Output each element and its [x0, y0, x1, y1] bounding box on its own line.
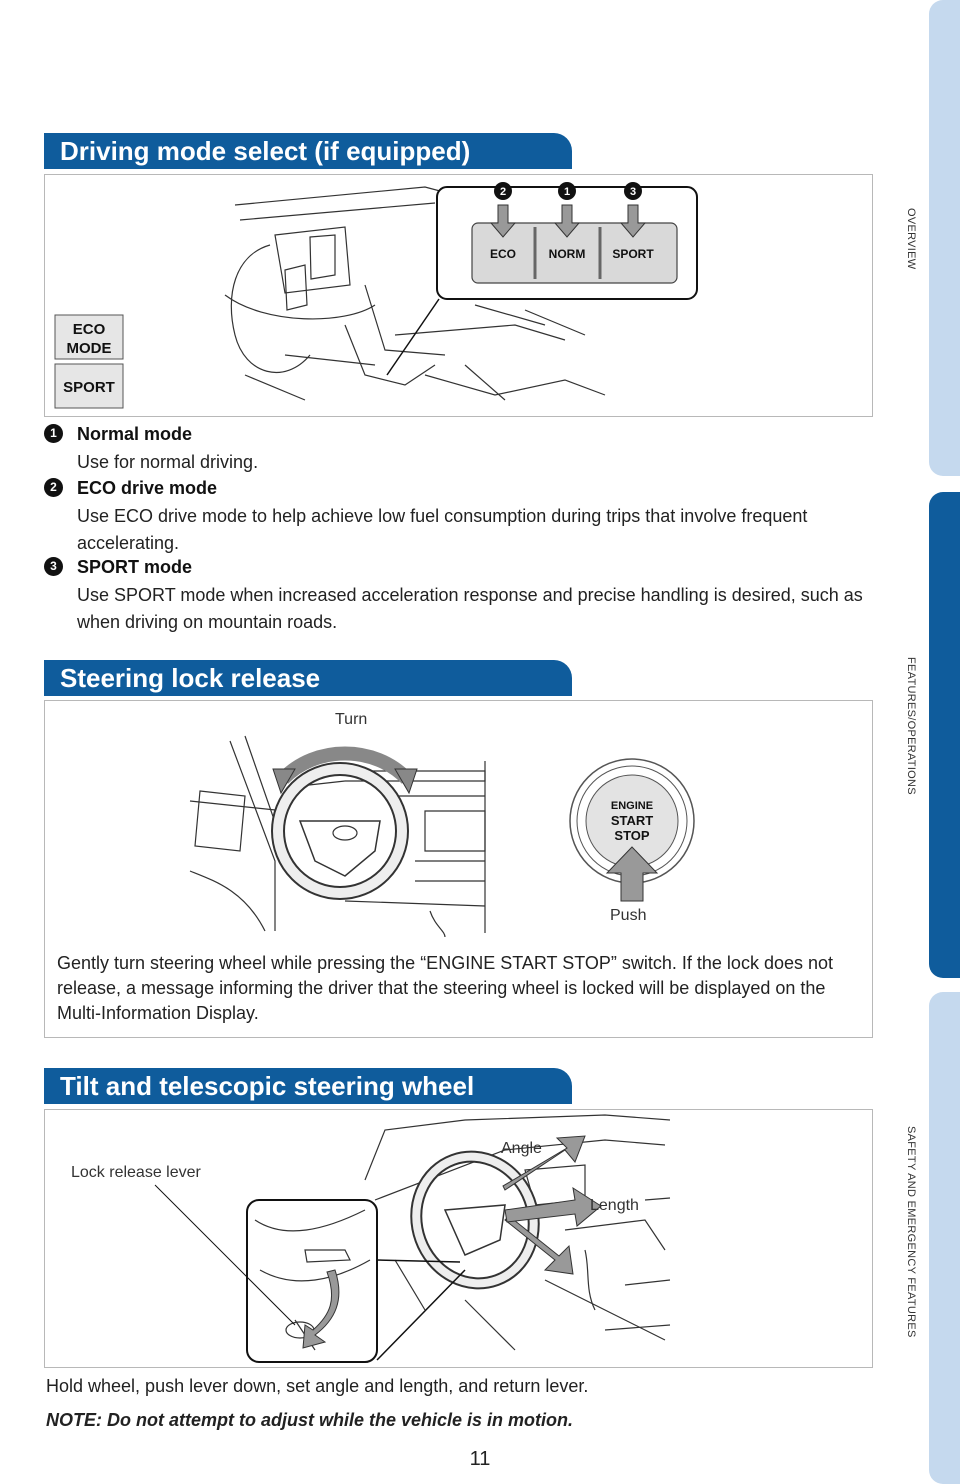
steering-lock-desc: Gently turn steering wheel while pressing the “ENGINE START STOP” switch. If the lock does not release, a message informing the driver that the steering wheel is locked will be displayed on the Multi-Information Display. [57, 953, 833, 1023]
tilt-illustration [45, 1110, 872, 1367]
callout-norm: 1 [563, 186, 571, 198]
tilt-desc: Hold wheel, push lever down, set angle and length, and return lever. [46, 1376, 589, 1396]
page-number: 11 [469, 1448, 491, 1470]
callout-sport: 3 [629, 186, 637, 198]
steering-wheel-hub [300, 821, 380, 876]
sport-button: SPORT [612, 247, 654, 261]
steering-lock-figure [44, 700, 873, 1038]
push-label: Push [610, 907, 647, 924]
eco-badge-line2: MODE [66, 340, 112, 357]
item-desc-sport: Use SPORT mode when increased acceleration response and precise handling is desired, such as when driving on mountain roads. [77, 585, 863, 632]
item-title-sport: SPORT mode [77, 557, 193, 577]
angle-label: Angle [501, 1140, 542, 1157]
side-tab-overview[interactable] [929, 0, 960, 476]
length-label: Length [590, 1197, 639, 1214]
inset-leader-2 [377, 1270, 465, 1360]
callout-eco: 2 [499, 186, 507, 198]
side-label-features: FEATURES/OPERATIONS [905, 657, 917, 795]
side-tab-features[interactable] [929, 492, 960, 978]
tilt-header [44, 1068, 572, 1104]
steering-lock-title: Steering lock release [60, 663, 321, 693]
turn-label: Turn [335, 711, 368, 728]
tilt-title: Tilt and telescopic steering wheel [60, 1071, 475, 1101]
eco-badge-line1: ECO [72, 321, 106, 338]
driving-mode-header [44, 133, 572, 169]
engine-switch-line2: START [610, 813, 654, 828]
lock-release-label: Lock release lever [71, 1164, 201, 1181]
item-desc-eco: Use ECO drive mode to help achieve low fuel consumption during trips that involve frequent accelerating. [77, 506, 808, 553]
tilt-wheel-hub [445, 1205, 505, 1255]
driving-mode-figure [44, 174, 873, 417]
tilt-figure [44, 1109, 873, 1368]
side-tab-safety[interactable] [929, 992, 960, 1484]
item-num-1: 1 [44, 424, 63, 443]
callout-leader [387, 299, 439, 375]
item-title-eco: ECO drive mode [77, 478, 218, 498]
item-title-normal: Normal mode [77, 424, 193, 444]
driving-mode-illustration [45, 175, 872, 416]
steering-lock-header [44, 660, 572, 696]
item-desc-normal: Use for normal driving. [77, 452, 259, 472]
item-num-2: 2 [44, 478, 63, 497]
norm-button: NORM [548, 247, 586, 261]
tilt-note: NOTE: Do not attempt to adjust while the vehicle is in motion. [46, 1410, 574, 1430]
length-arrow-out [505, 1188, 601, 1226]
sport-badge-text: SPORT [63, 379, 115, 396]
steering-lock-illustration [45, 701, 872, 937]
side-label-safety: SAFETY AND EMERGENCY FEATURES [905, 1126, 917, 1338]
engine-switch-line1: ENGINE [610, 800, 654, 812]
inset-leader-1 [377, 1260, 460, 1262]
engine-switch-line3: STOP [614, 828, 650, 843]
driving-mode-title: Driving mode select (if equipped) [60, 136, 471, 166]
side-label-overview: OVERVIEW [905, 208, 917, 270]
item-num-3: 3 [44, 557, 63, 576]
eco-button: ECO [489, 247, 517, 261]
